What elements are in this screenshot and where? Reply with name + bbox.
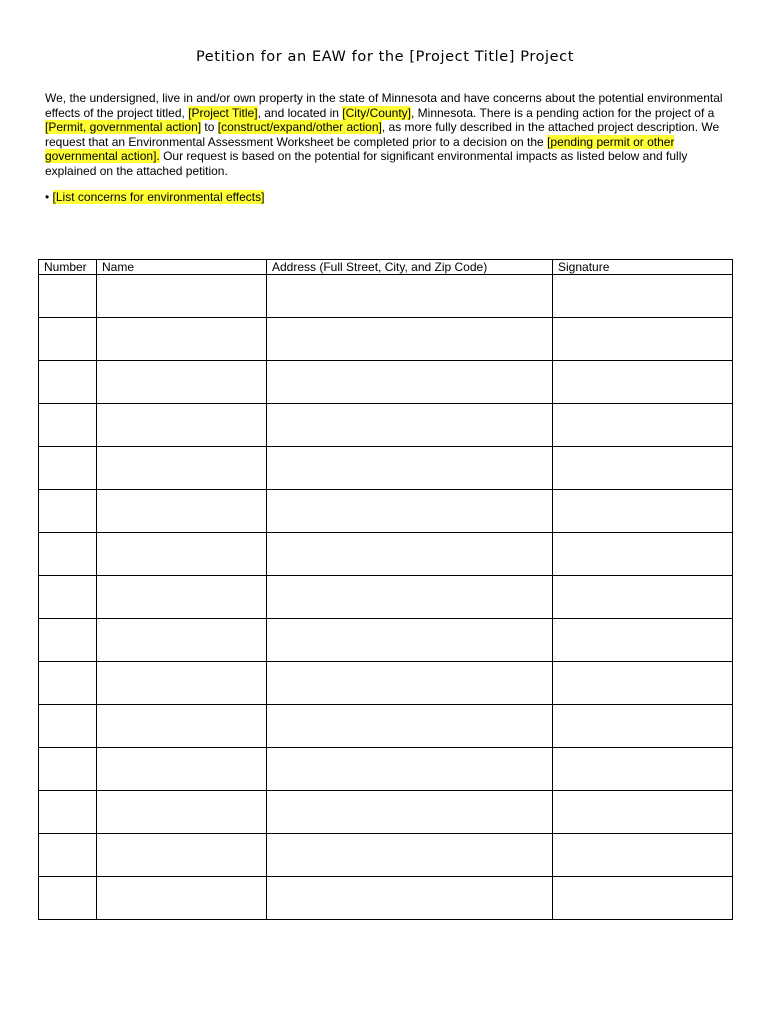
cell-address[interactable] bbox=[267, 533, 553, 576]
cell-signature[interactable] bbox=[553, 533, 733, 576]
cell-name[interactable] bbox=[97, 705, 267, 748]
signature-table bbox=[38, 259, 733, 920]
cell-signature[interactable] bbox=[553, 576, 733, 619]
column-header-address: Address (Full Street, City, and Zip Code) bbox=[267, 260, 553, 275]
paragraph-text: We, the undersigned, live in and/or own property in the state of Minnesota and have concerns about the potential environmental effects of the project titled, bbox=[45, 91, 723, 120]
cell-name[interactable] bbox=[97, 533, 267, 576]
placeholder-construct-action: [construct/expand/other action] bbox=[217, 120, 382, 135]
cell-name[interactable] bbox=[97, 748, 267, 791]
paragraph-text: to bbox=[201, 120, 218, 135]
cell-signature[interactable] bbox=[553, 791, 733, 834]
paragraph-text: Our request is based on the potential for significant environmental impacts as listed below and fully explained on the attached petition. bbox=[45, 149, 688, 178]
petition-paragraph bbox=[45, 91, 730, 179]
cell-name[interactable] bbox=[97, 447, 267, 490]
table-row bbox=[39, 748, 733, 791]
cell-number[interactable] bbox=[39, 748, 97, 791]
cell-address[interactable] bbox=[267, 748, 553, 791]
cell-signature[interactable] bbox=[553, 275, 733, 318]
cell-address[interactable] bbox=[267, 404, 553, 447]
cell-address[interactable] bbox=[267, 361, 553, 404]
table-row bbox=[39, 619, 733, 662]
table-row bbox=[39, 705, 733, 748]
cell-number[interactable] bbox=[39, 791, 97, 834]
cell-signature[interactable] bbox=[553, 447, 733, 490]
placeholder-project-title: [Project Title] bbox=[188, 105, 258, 120]
cell-address[interactable] bbox=[267, 877, 553, 920]
cell-number[interactable] bbox=[39, 447, 97, 490]
cell-signature[interactable] bbox=[553, 318, 733, 361]
cell-name[interactable] bbox=[97, 275, 267, 318]
cell-signature[interactable] bbox=[553, 619, 733, 662]
placeholder-concerns: [List concerns for environmental effects] bbox=[52, 190, 265, 204]
placeholder-pending-permit: [pending permit or other governmental action]. bbox=[45, 134, 675, 164]
cell-number[interactable] bbox=[39, 576, 97, 619]
cell-address[interactable] bbox=[267, 447, 553, 490]
cell-signature[interactable] bbox=[553, 705, 733, 748]
cell-address[interactable] bbox=[267, 705, 553, 748]
table-row bbox=[39, 662, 733, 705]
cell-address[interactable] bbox=[267, 490, 553, 533]
table-row bbox=[39, 877, 733, 920]
cell-number[interactable] bbox=[39, 533, 97, 576]
cell-signature[interactable] bbox=[553, 748, 733, 791]
table-row bbox=[39, 791, 733, 834]
cell-number[interactable] bbox=[39, 318, 97, 361]
column-header-number: Number bbox=[39, 260, 97, 275]
paragraph-text: , Minnesota. There is a pending action for the project of a bbox=[411, 105, 715, 120]
cell-name[interactable] bbox=[97, 791, 267, 834]
cell-name[interactable] bbox=[97, 404, 267, 447]
cell-number[interactable] bbox=[39, 404, 97, 447]
cell-address[interactable] bbox=[267, 576, 553, 619]
cell-name[interactable] bbox=[97, 318, 267, 361]
cell-number[interactable] bbox=[39, 877, 97, 920]
placeholder-permit-action: [Permit, governmental action] bbox=[45, 120, 202, 135]
paragraph-text: , as more fully described in the attached project description. We request that an Environmental Assessment Worksheet be completed prior to a decision on the bbox=[45, 120, 720, 149]
table-row bbox=[39, 275, 733, 318]
table-header-row bbox=[39, 260, 733, 275]
cell-name[interactable] bbox=[97, 490, 267, 533]
cell-address[interactable] bbox=[267, 834, 553, 877]
cell-number[interactable] bbox=[39, 361, 97, 404]
cell-name[interactable] bbox=[97, 619, 267, 662]
page-title: Petition for an EAW for the [Project Title] Project bbox=[195, 49, 575, 65]
table-row bbox=[39, 404, 733, 447]
cell-signature[interactable] bbox=[553, 361, 733, 404]
table-row bbox=[39, 361, 733, 404]
concerns-bullet bbox=[45, 190, 264, 205]
table-row bbox=[39, 490, 733, 533]
table-row bbox=[39, 318, 733, 361]
cell-address[interactable] bbox=[267, 662, 553, 705]
cell-name[interactable] bbox=[97, 662, 267, 705]
cell-signature[interactable] bbox=[553, 490, 733, 533]
bullet-icon: • bbox=[45, 190, 50, 204]
cell-number[interactable] bbox=[39, 834, 97, 877]
cell-address[interactable] bbox=[267, 318, 553, 361]
cell-address[interactable] bbox=[267, 619, 553, 662]
column-header-signature: Signature bbox=[553, 260, 733, 275]
table-row bbox=[39, 533, 733, 576]
cell-name[interactable] bbox=[97, 576, 267, 619]
cell-number[interactable] bbox=[39, 619, 97, 662]
table-row bbox=[39, 576, 733, 619]
table-row bbox=[39, 834, 733, 877]
table-row bbox=[39, 447, 733, 490]
cell-number[interactable] bbox=[39, 275, 97, 318]
column-header-name: Name bbox=[97, 260, 267, 275]
cell-signature[interactable] bbox=[553, 662, 733, 705]
cell-signature[interactable] bbox=[553, 834, 733, 877]
cell-number[interactable] bbox=[39, 490, 97, 533]
cell-name[interactable] bbox=[97, 361, 267, 404]
signature-rows bbox=[39, 275, 733, 920]
cell-name[interactable] bbox=[97, 834, 267, 877]
cell-number[interactable] bbox=[39, 705, 97, 748]
cell-name[interactable] bbox=[97, 877, 267, 920]
cell-signature[interactable] bbox=[553, 877, 733, 920]
cell-signature[interactable] bbox=[553, 404, 733, 447]
cell-address[interactable] bbox=[267, 791, 553, 834]
paragraph-text: , and located in bbox=[257, 105, 343, 120]
placeholder-city-county: [City/County] bbox=[342, 105, 411, 120]
cell-number[interactable] bbox=[39, 662, 97, 705]
cell-address[interactable] bbox=[267, 275, 553, 318]
